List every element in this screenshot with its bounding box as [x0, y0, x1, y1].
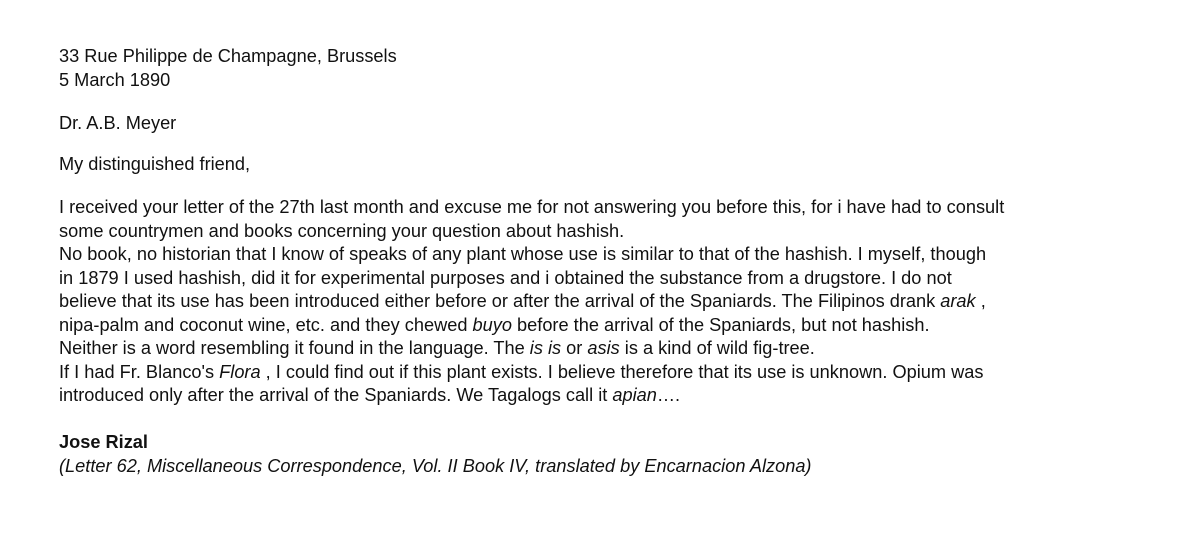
source-citation: (Letter 62, Miscellaneous Correspondence, Vol. II Book IV, translated by Encarnacion Alzona): [59, 455, 812, 476]
body-line-7: [59, 337, 1169, 361]
body-line-5: [59, 290, 1169, 314]
body-line-7-mid: or: [561, 338, 588, 358]
sender-address: 33 Rue Philippe de Champagne, Brussels: [59, 46, 397, 66]
body-line-8-start: If I had Fr. Blanco's: [59, 361, 220, 382]
body-line-5-text: believe that its use has been introduced either before or after the arrival of the Spaniards. The Filipinos drank: [59, 291, 941, 311]
body-line-8-end: , I could find out if this plant exists. I believe therefore that its use is unknown. Opium was: [260, 361, 984, 382]
body-line-7-start: Neither is a word resembling it found in the language. The: [59, 338, 530, 358]
salutation: My distinguished friend,: [59, 154, 251, 174]
body-line-7-end: is a kind of wild fig-tree.: [619, 338, 815, 358]
term-is-is: is is: [529, 338, 562, 358]
term-arak: arak: [940, 291, 976, 311]
body-line-9: [59, 384, 1169, 408]
body-line-8: [59, 361, 1169, 385]
term-apian: apian: [612, 385, 657, 405]
body-line-4: in 1879 I used hashish, did it for experimental purposes and i obtained the substance from a drugstore. I do not: [59, 267, 952, 288]
recipient-name: Dr. A.B. Meyer: [59, 113, 177, 133]
body-line-1: I received your letter of the 27th last month and excuse me for not answering you before this, for i have had to consult: [59, 197, 1005, 217]
body-line-9-end: ….: [656, 385, 681, 405]
term-buyo: buyo: [472, 314, 512, 335]
body-line-5-end: ,: [975, 291, 986, 311]
term-asis: asis: [587, 338, 620, 358]
letter-date: 5 March 1890: [59, 69, 171, 90]
signature-name: Jose Rizal: [59, 432, 148, 452]
term-flora: Flora: [219, 361, 261, 382]
sender-address-block: [59, 45, 1169, 92]
body-line-6-end: before the arrival of the Spaniards, but not hashish.: [511, 314, 930, 335]
signature-block: [59, 431, 1169, 478]
body-line-9-start: introduced only after the arrival of the Spaniards. We Tagalogs call it: [59, 385, 613, 405]
body-line-6: [59, 314, 1169, 338]
letter-body: [59, 196, 1169, 408]
salutation-block: [59, 153, 1169, 177]
recipient-block: [59, 112, 1169, 136]
body-line-3: No book, no historian that I know of speaks of any plant whose use is similar to that of the hashish. I myself, though: [59, 244, 987, 264]
body-line-2: some countrymen and books concerning your question about hashish.: [59, 220, 625, 241]
body-line-6-start: nipa-palm and coconut wine, etc. and they chewed: [59, 314, 473, 335]
